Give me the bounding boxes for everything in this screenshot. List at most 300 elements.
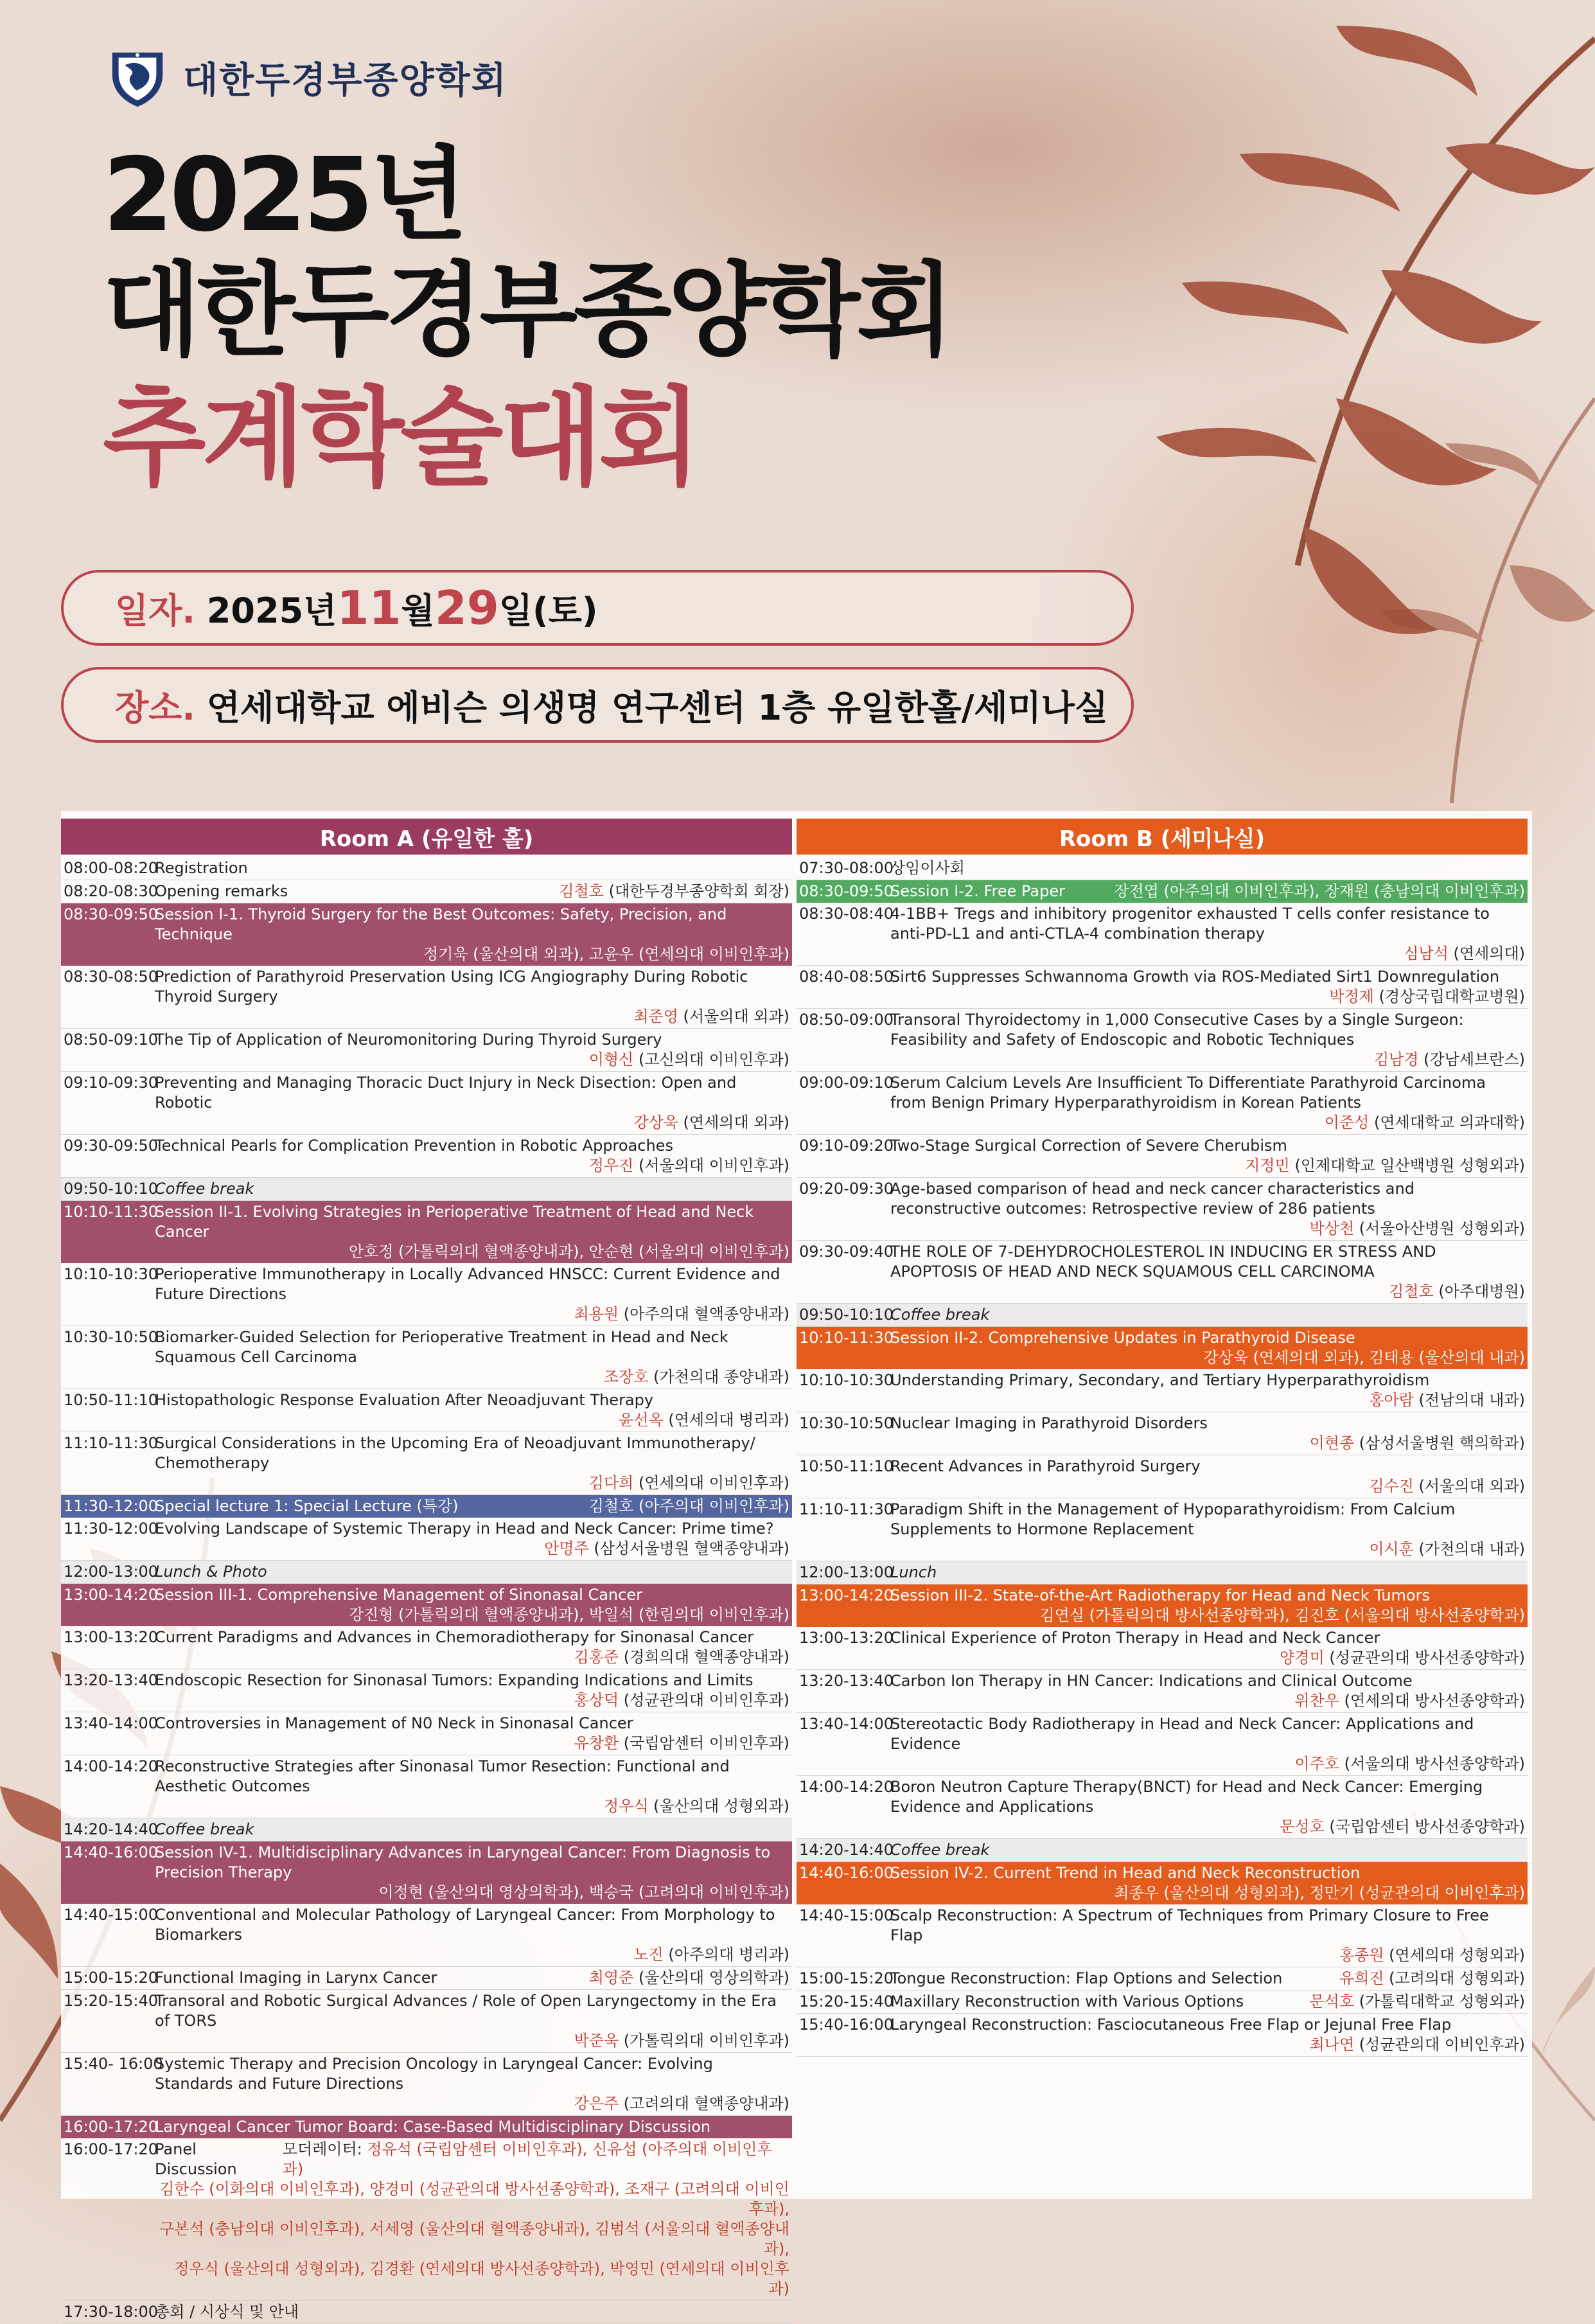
talk-title: Coffee break	[155, 1180, 254, 1198]
speaker	[890, 987, 1525, 1007]
session-title: Session III-1. Comprehensive Management of Sinonasal Cancer	[155, 1586, 642, 1604]
time-slot: 13:40-14:00	[799, 1715, 894, 1733]
time-slot: 10:50-11:10	[64, 1391, 158, 1409]
time-slot: 09:50-10:10	[799, 1306, 894, 1324]
moderator-label: 모더레이터:	[282, 2140, 362, 2158]
talk-title: Systemic Therapy and Precision Oncology in Laryngeal Cancer: Evolving Standards and Future Directions	[155, 2055, 713, 2093]
title-year: 2025년	[103, 136, 464, 254]
time-slot: 15:20-15:40	[64, 1992, 158, 2010]
speaker	[155, 1304, 789, 1324]
talk-title: Lunch	[890, 1563, 937, 1581]
talk-title: Controversies in Management of N0 Neck in Sinonasal Cancer	[155, 1714, 633, 1732]
speaker-affiliation: (삼성서울병원 혈액종양내과)	[594, 1539, 789, 1557]
speaker-affiliation: (아주의대 병리과)	[668, 1946, 789, 1964]
time-slot: 14:00-14:20	[799, 1778, 894, 1796]
society-brand	[106, 46, 507, 109]
time-slot: 10:50-11:10	[799, 1457, 894, 1475]
time-slot: 11:10-11:30	[64, 1434, 158, 1452]
speaker	[155, 1367, 789, 1387]
session-row	[797, 880, 1528, 903]
row-body	[155, 1757, 789, 1816]
time-slot: 14:40-16:00	[64, 1843, 158, 1861]
row-body	[155, 1991, 789, 2051]
row-body	[155, 2117, 789, 2137]
talk-title: Maxillary Reconstruction with Various Options	[890, 1992, 1244, 2010]
time-slot: 14:00-14:20	[64, 1757, 158, 1775]
row-body	[155, 882, 789, 901]
session-row	[61, 1201, 792, 1263]
row-body	[155, 1671, 789, 1710]
schedule-row	[61, 1904, 792, 1967]
schedule-row	[61, 857, 792, 880]
row-body	[155, 1628, 789, 1667]
speaker	[890, 1219, 1525, 1239]
row-body	[890, 1370, 1525, 1410]
session-row	[61, 1584, 792, 1626]
time-slot: 08:00-08:20	[64, 859, 158, 877]
talk-title: Transoral Thyroidectomy in 1,000 Consecutive Cases by a Single Surgeon: Feasibility and Safety of Endoscopic and Robotic Techniques	[890, 1011, 1464, 1049]
row-body	[890, 1906, 1525, 1965]
speaker-name: 심남석	[1404, 945, 1449, 962]
session-row	[61, 2116, 792, 2138]
program-panel	[61, 811, 1532, 2321]
speaker-name: 홍종원	[1339, 1946, 1384, 1964]
talk-title: Evolving Landscape of Systemic Therapy in Head and Neck Cancer: Prime time?	[155, 1520, 774, 1538]
schedule-row	[797, 1369, 1528, 1412]
schedule-row	[797, 1627, 1528, 1670]
date-month: 11	[337, 581, 401, 635]
row-body	[890, 1586, 1525, 1626]
time-slot: 15:00-15:20	[799, 1969, 894, 1987]
talk-title: Reconstructive Strategies after Sinonasal Tumor Resection: Functional and Aesthetic Outcomes	[155, 1757, 730, 1795]
chair-names: 강상욱 (연세의대 외과), 김태용 (울산의대 내과)	[1203, 1349, 1525, 1367]
speaker-affiliation: (연세의대 이비인후과)	[638, 1474, 789, 1492]
talk-title: Laryngeal Reconstruction: Fasciocutaneous Free Flap or Jejunal Free Flap	[890, 2016, 1452, 2034]
speaker-name: 김남경	[1373, 1051, 1419, 1069]
talk-title: Paradigm Shift in the Management of Hypoparathyroidism: From Calcium Supplements to Hormone Replacement	[890, 1500, 1456, 1538]
speaker-name: 홍상덕	[574, 1691, 619, 1709]
row-body	[890, 1671, 1525, 1711]
schedule-row	[61, 880, 792, 903]
time-slot: 17:30-18:00	[64, 2303, 158, 2321]
talk-title: 상임이사회	[890, 859, 965, 877]
speaker-affiliation: (연세의대 외과)	[683, 1113, 789, 1131]
panelist-line: 정우식 (울산의대 성형외과), 김경환 (연세의대 방사선종양학과), 박영민 (연세의대 이비인후과)	[174, 2260, 789, 2298]
speaker	[155, 1734, 789, 1753]
row-body	[890, 1305, 1525, 1325]
speaker	[155, 1113, 789, 1133]
speaker-affiliation: (성균관의대 이비인후과)	[623, 1691, 789, 1709]
time-slot: 13:00-13:20	[799, 1629, 894, 1647]
moderator-names: 정유석 (국립암센터 이비인후과), 신유섭 (아주의대 이비인후과)	[282, 2140, 772, 2178]
session-title: Laryngeal Cancer Tumor Board: Case-Based Multidisciplinary Discussion	[155, 2118, 711, 2136]
room-b-schedule	[797, 857, 1528, 2057]
row-body	[155, 1390, 789, 1430]
schedule-row	[61, 966, 792, 1029]
schedule-row	[797, 1498, 1528, 1561]
schedule-row	[797, 1991, 1528, 2014]
time-slot: 12:00-13:00	[799, 1563, 894, 1581]
room-b-header: Room B (세미나실)	[797, 819, 1528, 855]
title-event: 추계학술대회	[103, 377, 698, 501]
speaker-name: 유희진	[1339, 1969, 1384, 1987]
speaker	[890, 1477, 1525, 1496]
talk-title: Technical Pearls for Complication Prevention in Robotic Approaches	[155, 1137, 673, 1155]
time-slot: 10:30-10:50	[799, 1414, 894, 1432]
row-body	[890, 1242, 1525, 1302]
time-slot: 13:00-14:20	[64, 1586, 158, 1604]
schedule-row	[61, 1389, 792, 1432]
row-body	[890, 1992, 1525, 2012]
schedule-row	[61, 1029, 792, 1072]
row-body	[155, 1714, 789, 1753]
row-body	[890, 904, 1525, 964]
chairs	[155, 1605, 789, 1625]
speaker	[155, 1796, 789, 1816]
talk-title: Boron Neutron Capture Therapy(BNCT) for Head and Neck Cancer: Emerging Evidence and Applications	[890, 1778, 1483, 1816]
session-row	[61, 1495, 792, 1518]
talk-title: Two-Stage Surgical Correction of Severe Cherubism	[890, 1137, 1287, 1155]
talk-title: THE ROLE OF 7-DEHYDROCHOLESTEROL IN INDUCING ER STRESS AND APOPTOSIS OF HEAD AND NECK SQUAMOUS CELL CARCINOMA	[890, 1243, 1436, 1281]
break-row	[797, 1839, 1528, 1862]
speaker	[890, 1946, 1525, 1965]
talk-title: Conventional and Molecular Pathology of Laryngeal Cancer: From Morphology to Biomarkers	[155, 1906, 775, 1944]
time-slot: 11:10-11:30	[799, 1500, 894, 1518]
society-logo-icon	[106, 46, 169, 109]
speaker-name: 이준성	[1324, 1113, 1370, 1131]
row-body	[890, 882, 1525, 901]
schedule-row	[797, 1241, 1528, 1304]
speaker-name: 유창환	[574, 1734, 619, 1752]
schedule-row	[797, 1135, 1528, 1178]
speaker-name: 정우식	[603, 1797, 649, 1815]
speaker	[155, 1156, 789, 1176]
speaker-name: 강상욱	[633, 1113, 678, 1131]
talk-title: Nuclear Imaging in Parathyroid Disorders	[890, 1414, 1208, 1432]
speaker	[589, 1968, 789, 1988]
break-row	[61, 1818, 792, 1841]
talk-title: Special lecture 1: Special Lecture (특강)	[155, 1497, 459, 1515]
row-line	[890, 1992, 1525, 2012]
row-body	[155, 1968, 789, 1988]
speaker-affiliation: (서울의대 방사선종양학과)	[1344, 1755, 1525, 1773]
session-row	[61, 1841, 792, 1904]
session-title: Session I-1. Thyroid Surgery for the Best Outcomes: Safety, Precision, and Technique	[155, 905, 727, 943]
speaker	[890, 1539, 1525, 1559]
row-body	[155, 858, 789, 878]
time-slot: 09:00-09:10	[799, 1074, 894, 1092]
speaker-affiliation: (강남세브란스)	[1423, 1051, 1525, 1069]
talk-title: Serum Calcium Levels Are Insufficient To Differentiate Parathyroid Carcinoma from Benign Primary Hyperparathyroidism in Korean Patients	[890, 1074, 1486, 1112]
date-label: 일자.	[115, 590, 195, 631]
chair-names: 안호정 (가톨릭의대 혈액종양내과), 안순현 (서울의대 이비인후과)	[348, 1243, 789, 1261]
speaker	[890, 1113, 1525, 1133]
speaker	[155, 1050, 789, 1070]
row-line	[890, 882, 1525, 901]
schedule-row	[797, 1670, 1528, 1713]
time-slot: 08:50-09:00	[799, 1011, 894, 1029]
speaker-name: 박상천	[1309, 1220, 1355, 1237]
talk-title: Sirt6 Suppresses Schwannoma Growth via ROS-Mediated Sirt1 Downregulation	[890, 968, 1500, 986]
poster-header	[0, 0, 1595, 797]
talk-title: 총회 / 시상식 및 안내	[155, 2303, 299, 2321]
schedule-row	[797, 857, 1528, 880]
talk-title: Histopathologic Response Evaluation After Neoadjuvant Therapy	[155, 1391, 654, 1409]
speaker	[890, 1390, 1525, 1410]
panel-first-line	[155, 2140, 789, 2179]
talk-title: Endoscopic Resection for Sinonasal Tumors: Expanding Indications and Limits	[155, 1671, 753, 1689]
time-slot: 13:20-13:40	[799, 1672, 894, 1690]
talk-title: Biomarker-Guided Selection for Perioperative Treatment in Head and Neck Squamous Cell Carcinoma	[155, 1328, 728, 1366]
session-title: Session III-2. State-of-the-Art Radiotherapy for Head and Neck Tumors	[890, 1586, 1430, 1604]
speaker	[155, 2094, 789, 2114]
speaker-affiliation: (서울의대 외과)	[1418, 1477, 1525, 1495]
speaker-affiliation: (아주대병원)	[1438, 1282, 1525, 1300]
venue-text: 연세대학교 에비슨 의생명 연구센터 1층 유일한홀/세미나실	[206, 687, 1109, 728]
row-body	[890, 2015, 1525, 2055]
row-body	[155, 2054, 789, 2114]
chairs	[155, 1242, 789, 1262]
speaker	[155, 2031, 789, 2051]
speaker-name: 윤선옥	[619, 1411, 664, 1429]
speaker-name: 이시훈	[1369, 1540, 1414, 1558]
talk-title: Scalp Reconstruction: A Spectrum of Techniques from Primary Closure to Free Flap	[890, 1906, 1489, 1944]
row-body	[890, 1563, 1525, 1583]
talk-title: Current Paradigms and Advances in Chemoradiotherapy for Sinonasal Cancer	[155, 1628, 754, 1646]
time-slot: 14:20-14:40	[799, 1841, 894, 1859]
time-slot: 13:40-14:00	[64, 1714, 158, 1732]
time-slot: 11:30-12:00	[64, 1520, 158, 1538]
row-body	[155, 1030, 789, 1070]
speaker	[155, 1647, 789, 1667]
row-body	[890, 1969, 1525, 1989]
speaker-name: 노진	[633, 1946, 664, 1964]
schedule-row	[61, 1263, 792, 1326]
time-slot: 14:40-15:00	[64, 1906, 158, 1924]
row-body	[890, 1136, 1525, 1176]
break-row	[61, 1561, 792, 1584]
row-body	[890, 1863, 1525, 1903]
speaker-name: 문석호	[1309, 1992, 1355, 2010]
row-body	[155, 2140, 789, 2299]
talk-title: Carbon Ion Therapy in HN Cancer: Indications and Clinical Outcome	[890, 1672, 1413, 1690]
row-body	[890, 1457, 1525, 1496]
schedule-row	[61, 1990, 792, 2053]
speaker-name: 장전엽 (아주의대 이비인후과), 장재원 (충남의대 이비인후과)	[1114, 882, 1525, 900]
break-row	[61, 1178, 792, 1201]
time-slot: 08:30-09:50	[64, 905, 158, 923]
speaker-affiliation: (삼성서울병원 핵의학과)	[1359, 1434, 1525, 1452]
schedule-row	[61, 1432, 792, 1495]
session-title: Session II-2. Comprehensive Updates in Parathyroid Disease	[890, 1329, 1355, 1347]
title-society: 대한두경부종양학회	[103, 252, 951, 370]
talk-title: Functional Imaging in Larynx Cancer	[155, 1969, 437, 1987]
time-slot: 09:20-09:30	[799, 1180, 894, 1198]
time-slot: 15:40- 16:00	[64, 2055, 163, 2073]
speaker	[1339, 1969, 1525, 1989]
time-slot: 10:10-10:30	[799, 1371, 894, 1389]
time-slot: 15:00-15:20	[64, 1969, 158, 1987]
speaker	[155, 1410, 789, 1430]
row-body	[155, 1179, 789, 1199]
room-a-header: Room A (유일한 홀)	[61, 819, 792, 855]
row-body	[155, 1327, 789, 1387]
speaker-name: 문성호	[1280, 1818, 1325, 1836]
schedule-row	[797, 1776, 1528, 1839]
talk-title: Tongue Reconstruction: Flap Options and Selection	[890, 1969, 1283, 1987]
row-body	[155, 905, 789, 964]
time-slot: 15:40-16:00	[799, 2016, 894, 2034]
row-body	[155, 1562, 789, 1582]
time-slot: 13:20-13:40	[64, 1671, 158, 1689]
session-row	[61, 903, 792, 966]
speaker-affiliation: (국립암센터 방사선종양학과)	[1329, 1818, 1525, 1836]
time-slot: 13:00-14:20	[799, 1586, 894, 1604]
time-slot: 09:10-09:30	[64, 1074, 158, 1092]
talk-title: Stereotactic Body Radiotherapy in Head and Neck Cancer: Applications and Evidence	[890, 1715, 1474, 1753]
speaker-affiliation: (아주의대 혈액종양내과)	[623, 1305, 789, 1323]
talk-title: Recent Advances in Parathyroid Surgery	[890, 1457, 1201, 1475]
time-slot: 16:00-17:20	[64, 2140, 158, 2158]
speaker-name: 이현종	[1309, 1434, 1355, 1452]
session-row	[797, 1327, 1528, 1369]
schedule-row	[797, 1713, 1528, 1776]
chair-names: 최종우 (울산의대 성형외과), 정만기 (성균관의대 이비인후과)	[1114, 1884, 1525, 1902]
speaker-name: 김철호	[1389, 1282, 1434, 1300]
time-slot: 09:10-09:20	[799, 1137, 894, 1155]
row-body	[890, 1010, 1525, 1070]
schedule-row	[797, 2014, 1528, 2057]
talk-title: Lunch & Photo	[155, 1563, 267, 1581]
talk-title: Session I-2. Free Paper	[890, 882, 1065, 900]
venue-banner	[61, 667, 1134, 743]
time-slot: 14:40-15:00	[799, 1906, 894, 1924]
row-body	[890, 1628, 1525, 1668]
speaker	[890, 1282, 1525, 1302]
speaker-name: 이주호	[1294, 1755, 1339, 1773]
time-slot: 14:20-14:40	[64, 1820, 158, 1838]
panelist-line: 구본석 (충남의대 이비인후과), 서세영 (울산의대 혈액종양내과), 김범석 (서울의대 혈액종양내과),	[159, 2220, 789, 2258]
speaker-name: 최준영	[633, 1007, 678, 1025]
time-slot: 08:20-08:30	[64, 882, 158, 900]
room-a-column	[61, 819, 792, 2324]
break-row	[797, 1561, 1528, 1584]
speaker-name: 강은주	[574, 2095, 619, 2113]
time-slot: 15:20-15:40	[799, 1992, 894, 2010]
break-row	[797, 1304, 1528, 1327]
time-slot: 14:40-16:00	[799, 1864, 894, 1882]
speaker-name: 박준욱	[574, 2032, 619, 2050]
talk-title: Registration	[155, 859, 248, 877]
speaker	[890, 1754, 1525, 1774]
panelist-line: 김한수 (이화의대 이비인후과), 양경미 (성균관의대 방사선종양학과), 조재구 (고려의대 이비인후과),	[159, 2180, 789, 2218]
schedule-row	[61, 1755, 792, 1818]
speaker	[155, 1473, 789, 1493]
speaker-name: 최용원	[574, 1305, 619, 1323]
row-body	[155, 1585, 789, 1625]
chair-names: 강진형 (가톨릭의대 혈액종양내과), 박일석 (한림의대 이비인후과)	[348, 1606, 789, 1624]
time-slot: 08:30-08:50	[64, 968, 158, 986]
schedule-row	[797, 1412, 1528, 1455]
speaker-affiliation: (인제대학교 일산백병원 성형외과)	[1294, 1157, 1525, 1175]
speaker-affiliation: (성균관의대 이비인후과)	[1359, 2036, 1525, 2053]
time-slot: 10:10-10:30	[64, 1265, 158, 1283]
session-title: Session II-1. Evolving Strategies in Perioperative Treatment of Head and Neck Cancer	[155, 1203, 754, 1241]
session-row	[797, 1862, 1528, 1904]
time-slot: 10:30-10:50	[64, 1328, 158, 1346]
schedule-row	[797, 1967, 1528, 1991]
speaker-affiliation: (연세의대 병리과)	[668, 1411, 789, 1429]
schedule-row	[61, 1626, 792, 1669]
time-slot: 08:40-08:50	[799, 968, 894, 986]
speaker-affiliation: (고려의대 혈액종양내과)	[623, 2095, 789, 2113]
speaker-affiliation: (대한두경부종양학회 회장)	[608, 882, 789, 900]
speaker-name: 양경미	[1280, 1649, 1325, 1667]
speaker	[1114, 882, 1525, 901]
room-a-schedule	[61, 857, 792, 2324]
speaker-affiliation: (경희의대 혈액종양내과)	[623, 1648, 789, 1666]
schedule-row	[61, 2301, 792, 2324]
speaker-name: 김철호	[559, 882, 604, 900]
time-slot: 07:30-08:00	[799, 859, 894, 877]
speaker-affiliation: (가톨릭대학교 성형외과)	[1359, 1992, 1525, 2010]
speaker	[890, 1156, 1525, 1176]
schedule-row	[797, 1455, 1528, 1498]
row-body	[155, 1202, 789, 1262]
schedule-row	[61, 1072, 792, 1135]
speaker-name: 김수진	[1369, 1477, 1414, 1495]
speaker	[155, 1945, 789, 1965]
schedule-row	[797, 1009, 1528, 1072]
speaker	[890, 2035, 1525, 2055]
speaker-affiliation: (고신의대 이비인후과)	[638, 1051, 789, 1069]
talk-title: Preventing and Managing Thoracic Duct Injury in Neck Disection: Open and Robotic	[155, 1074, 737, 1112]
speaker-name: 김홍준	[574, 1648, 619, 1666]
row-body	[155, 1136, 789, 1176]
schedule-row	[61, 1967, 792, 1990]
panel-title: Panel Discussion	[155, 2140, 237, 2178]
chair-names: 이정현 (울산의대 영상의학과), 백승국 (고려의대 이비인후과)	[378, 1883, 789, 1901]
row-body	[890, 1414, 1525, 1453]
chair-names: 김연실 (가톨릭의대 방사선종양학과), 김진호 (서울의대 방사선종양학과)	[1039, 1606, 1525, 1624]
date-day-unit: 일(토)	[498, 590, 598, 631]
talk-title: Surgical Considerations in the Upcoming Era of Neoadjuvant Immunotherapy/ Chemotherapy	[155, 1434, 755, 1472]
speaker-affiliation: (울산의대 영상의학과)	[638, 1969, 789, 1987]
row-body	[155, 967, 789, 1027]
row-line	[155, 1968, 789, 1988]
time-slot: 08:50-09:10	[64, 1031, 158, 1049]
speaker	[890, 1648, 1525, 1668]
speaker-affiliation: (서울의대 이비인후과)	[638, 1157, 789, 1175]
time-slot: 12:00-13:00	[64, 1563, 158, 1581]
row-body	[890, 1714, 1525, 1774]
chairs	[890, 1348, 1525, 1368]
speaker-name: 홍아람	[1369, 1391, 1414, 1409]
row-body	[155, 1519, 789, 1559]
speaker-name: 최영준	[588, 1969, 634, 1987]
society-name: 대한두경부종양학회	[183, 60, 507, 102]
chair-names: 정기욱 (울산의대 외과), 고윤우 (연세의대 이비인후과)	[423, 945, 789, 963]
speaker-affiliation: (가천의대 종양내과)	[653, 1368, 789, 1386]
speaker-name: 최나연	[1309, 2036, 1355, 2053]
speaker	[1310, 1992, 1525, 2012]
row-body	[155, 1820, 789, 1840]
speaker-name: 김철호 (아주의대 이비인후과)	[588, 1497, 789, 1515]
schedule-row	[61, 1518, 792, 1561]
row-body	[890, 1073, 1525, 1133]
date-day: 29	[434, 581, 499, 635]
moderators	[283, 2140, 789, 2179]
